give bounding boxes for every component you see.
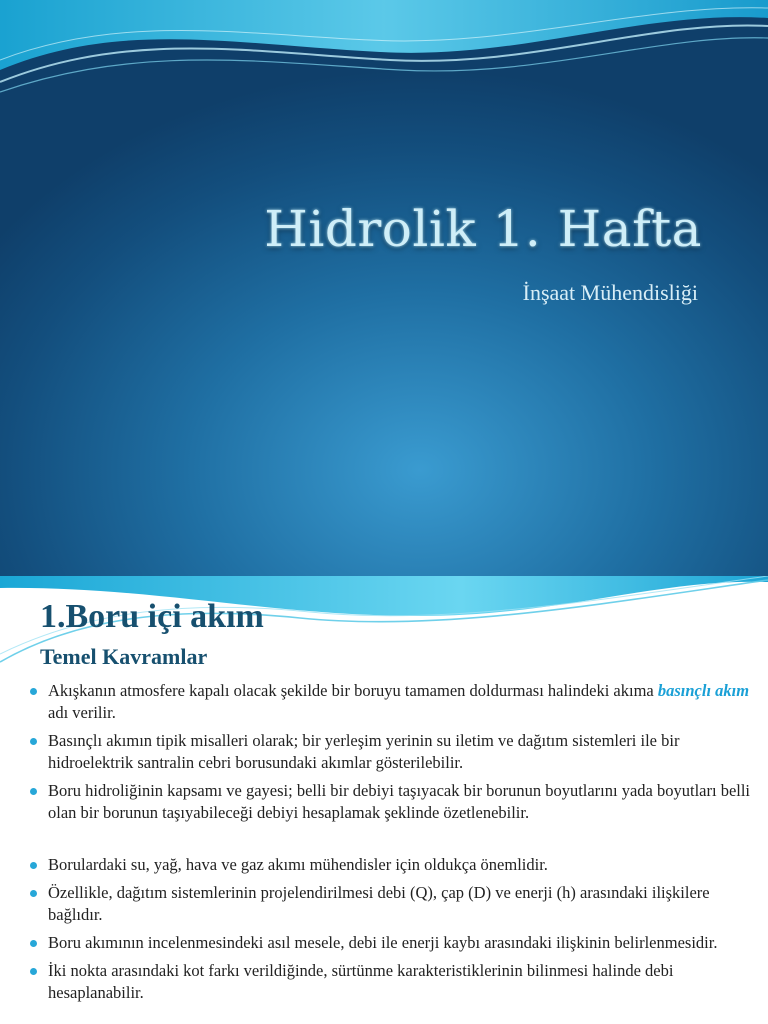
bullet-item: Boru hidroliğinin kapsamı ve gayesi; belli bir debiyi taşıyacak bir borunun boyutlarını yada boyutları belli olan bir borunun taşıyabileceği debiyi hesaplamak şeklinde özetlenebilir.	[30, 780, 760, 824]
slide-title: 1.Boru içi akım	[40, 598, 264, 635]
bullet-item: Basınçlı akımın tipik misalleri olarak; bir yerleşim yerinin su iletim ve dağıtım sistemleri ile bir hidroelektrik santralin cebri borusundaki akımlar gösterilebilir.	[30, 730, 760, 774]
bullet-item: Borulardaki su, yağ, hava ve gaz akımı mühendisler için oldukça önemlidir.	[30, 854, 760, 876]
top-wave-decoration	[0, 0, 768, 110]
slide-subtitle: Temel Kavramlar	[40, 644, 208, 669]
content-slide	[0, 576, 768, 1024]
presentation-title: Hidrolik 1. Hafta	[264, 200, 702, 258]
bullet-text: adı verilir.	[48, 703, 116, 722]
bullet-text: Akışkanın atmosfere kapalı olacak şekilde bir boruyu tamamen doldurması halindeki akıma	[48, 681, 658, 700]
bullet-item: Özellikle, dağıtım sistemlerinin projelendirilmesi debi (Q), çap (D) ve enerji (h) arasındaki ilişkilere bağlıdır.	[30, 882, 760, 926]
bullet-list	[30, 680, 760, 1010]
bullet-item: Boru akımının incelenmesindeki asıl mesele, debi ile enerji kaybı arasındaki ilişkinin belirlenmesidir.	[30, 932, 760, 954]
presentation-subtitle: İnşaat Mühendisliği	[522, 280, 698, 305]
bullet-item: İki nokta arasındaki kot farkı verildiğinde, sürtünme karakteristiklerinin bilinmesi halinde debi hesaplanabilir.	[30, 960, 760, 1004]
bullet-item	[30, 680, 760, 724]
emphasis-term: basınçlı akım	[657, 681, 750, 700]
